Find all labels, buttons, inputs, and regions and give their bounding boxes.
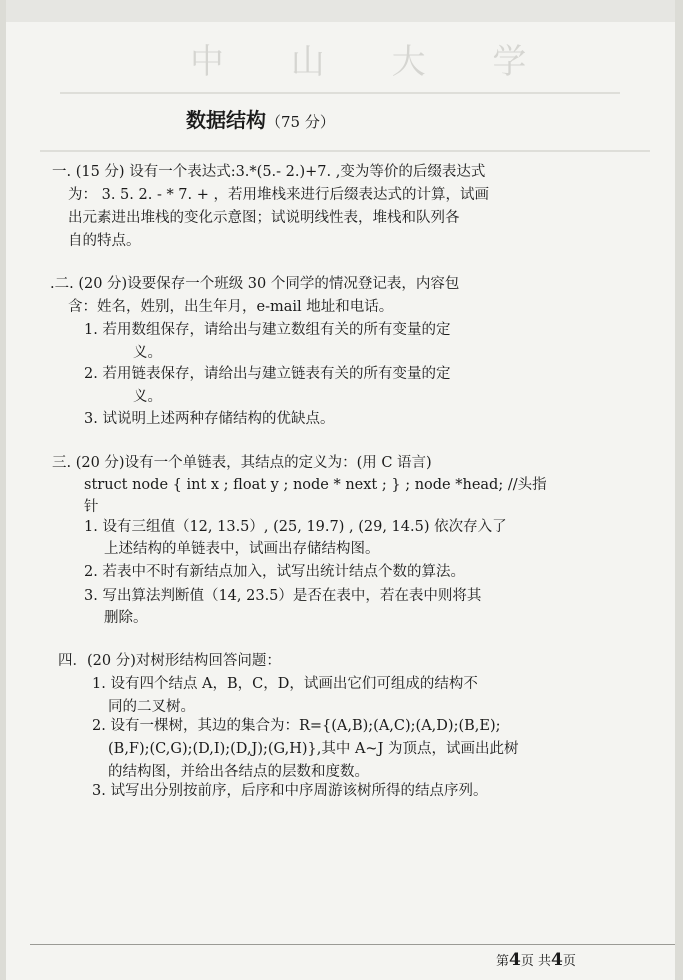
bleed-through-line [60, 92, 620, 94]
q1-line: 自的特点。 [68, 233, 141, 249]
q3-line: 3. 写出算法判断值（14, 23.5）是否在表中，若在表中则将其 [84, 588, 482, 604]
q4-line: (B,F);(C,G);(D,I);(D,J);(G,H)},其中 A~J 为顶点，试画出此树 [108, 741, 519, 757]
q3-line: 三. (20 分)设有一个单链表，其结点的定义为：(用 C 语言) [52, 455, 432, 471]
footer-mid: 页 共 [520, 954, 551, 969]
q2-line: 义。 [133, 389, 162, 405]
q4-line: 1. 设有四个结点 A，B，C，D，试画出它们可组成的结构不 [92, 676, 478, 692]
q2-line: 2. 若用链表保存，请给出与建立链表有关的所有变量的定 [84, 366, 451, 382]
q1-line: 为： 3. 5. 2. - * 7. + ，若用堆栈来进行后缀表达式的计算，试画 [68, 187, 490, 203]
title-score: （75 分） [266, 113, 335, 131]
footer-divider [30, 944, 675, 945]
bleed-through-line [40, 150, 650, 152]
q4-line: 3. 试写出分别按前序，后序和中序周游该树所得的结点序列。 [92, 783, 488, 799]
q4-line: 四．(20 分)对树形结构回答问题： [58, 653, 281, 669]
bleed-through-header: 中 山 大 学 [190, 42, 555, 82]
page-number: 4 [509, 950, 521, 970]
q1-line: 出元素进出堆栈的变化示意图；试说明线性表，堆栈和队列各 [68, 210, 460, 226]
q3-line: 删除。 [104, 610, 148, 626]
q3-line: 2. 若表中不时有新结点加入，试写出统计结点个数的算法。 [84, 564, 465, 580]
page-total: 4 [551, 950, 563, 970]
q3-line: 针 [84, 499, 99, 515]
scan-border-left [0, 0, 6, 980]
q2-line: 义。 [133, 345, 162, 361]
scan-border-right [675, 0, 683, 980]
q3-line: 上述结构的单链表中，试画出存储结构图。 [104, 541, 380, 557]
scan-border-top [0, 0, 683, 22]
q4-line: 2. 设有一棵树，其边的集合为：R={(A,B);(A,C);(A,D);(B,E); [92, 718, 501, 734]
page-footer [496, 950, 576, 970]
q3-line: struct node { int x ; float y ; node * next ; } ; node *head; //头指 [84, 477, 547, 493]
footer-prefix: 第 [496, 954, 510, 969]
q2-line: .二. (20 分)设要保存一个班级 30 个同学的情况登记表，内容包 [50, 276, 460, 292]
q2-line: 1. 若用数组保存，请给出与建立数组有关的所有变量的定 [84, 322, 451, 338]
footer-suffix: 页 [562, 954, 576, 969]
q4-line: 的结构图，并给出各结点的层数和度数。 [108, 764, 369, 780]
q2-line: 含：姓名，姓别，出生年月，e-mail 地址和电话。 [68, 299, 394, 315]
q4-line: 同的二叉树。 [108, 699, 195, 715]
q2-line: 3. 试说明上述两种存储结构的优缺点。 [84, 411, 335, 427]
q1-line: 一. (15 分) 设有一个表达式:3.*(5.- 2.)+7. ,变为等价的后缀表达式 [52, 164, 486, 180]
title-text: 数据结构 [186, 108, 266, 132]
q3-line: 1. 设有三组值（12, 13.5）, (25, 19.7) , (29, 14.5) 依次存入了 [84, 519, 507, 535]
exam-title [186, 104, 335, 133]
